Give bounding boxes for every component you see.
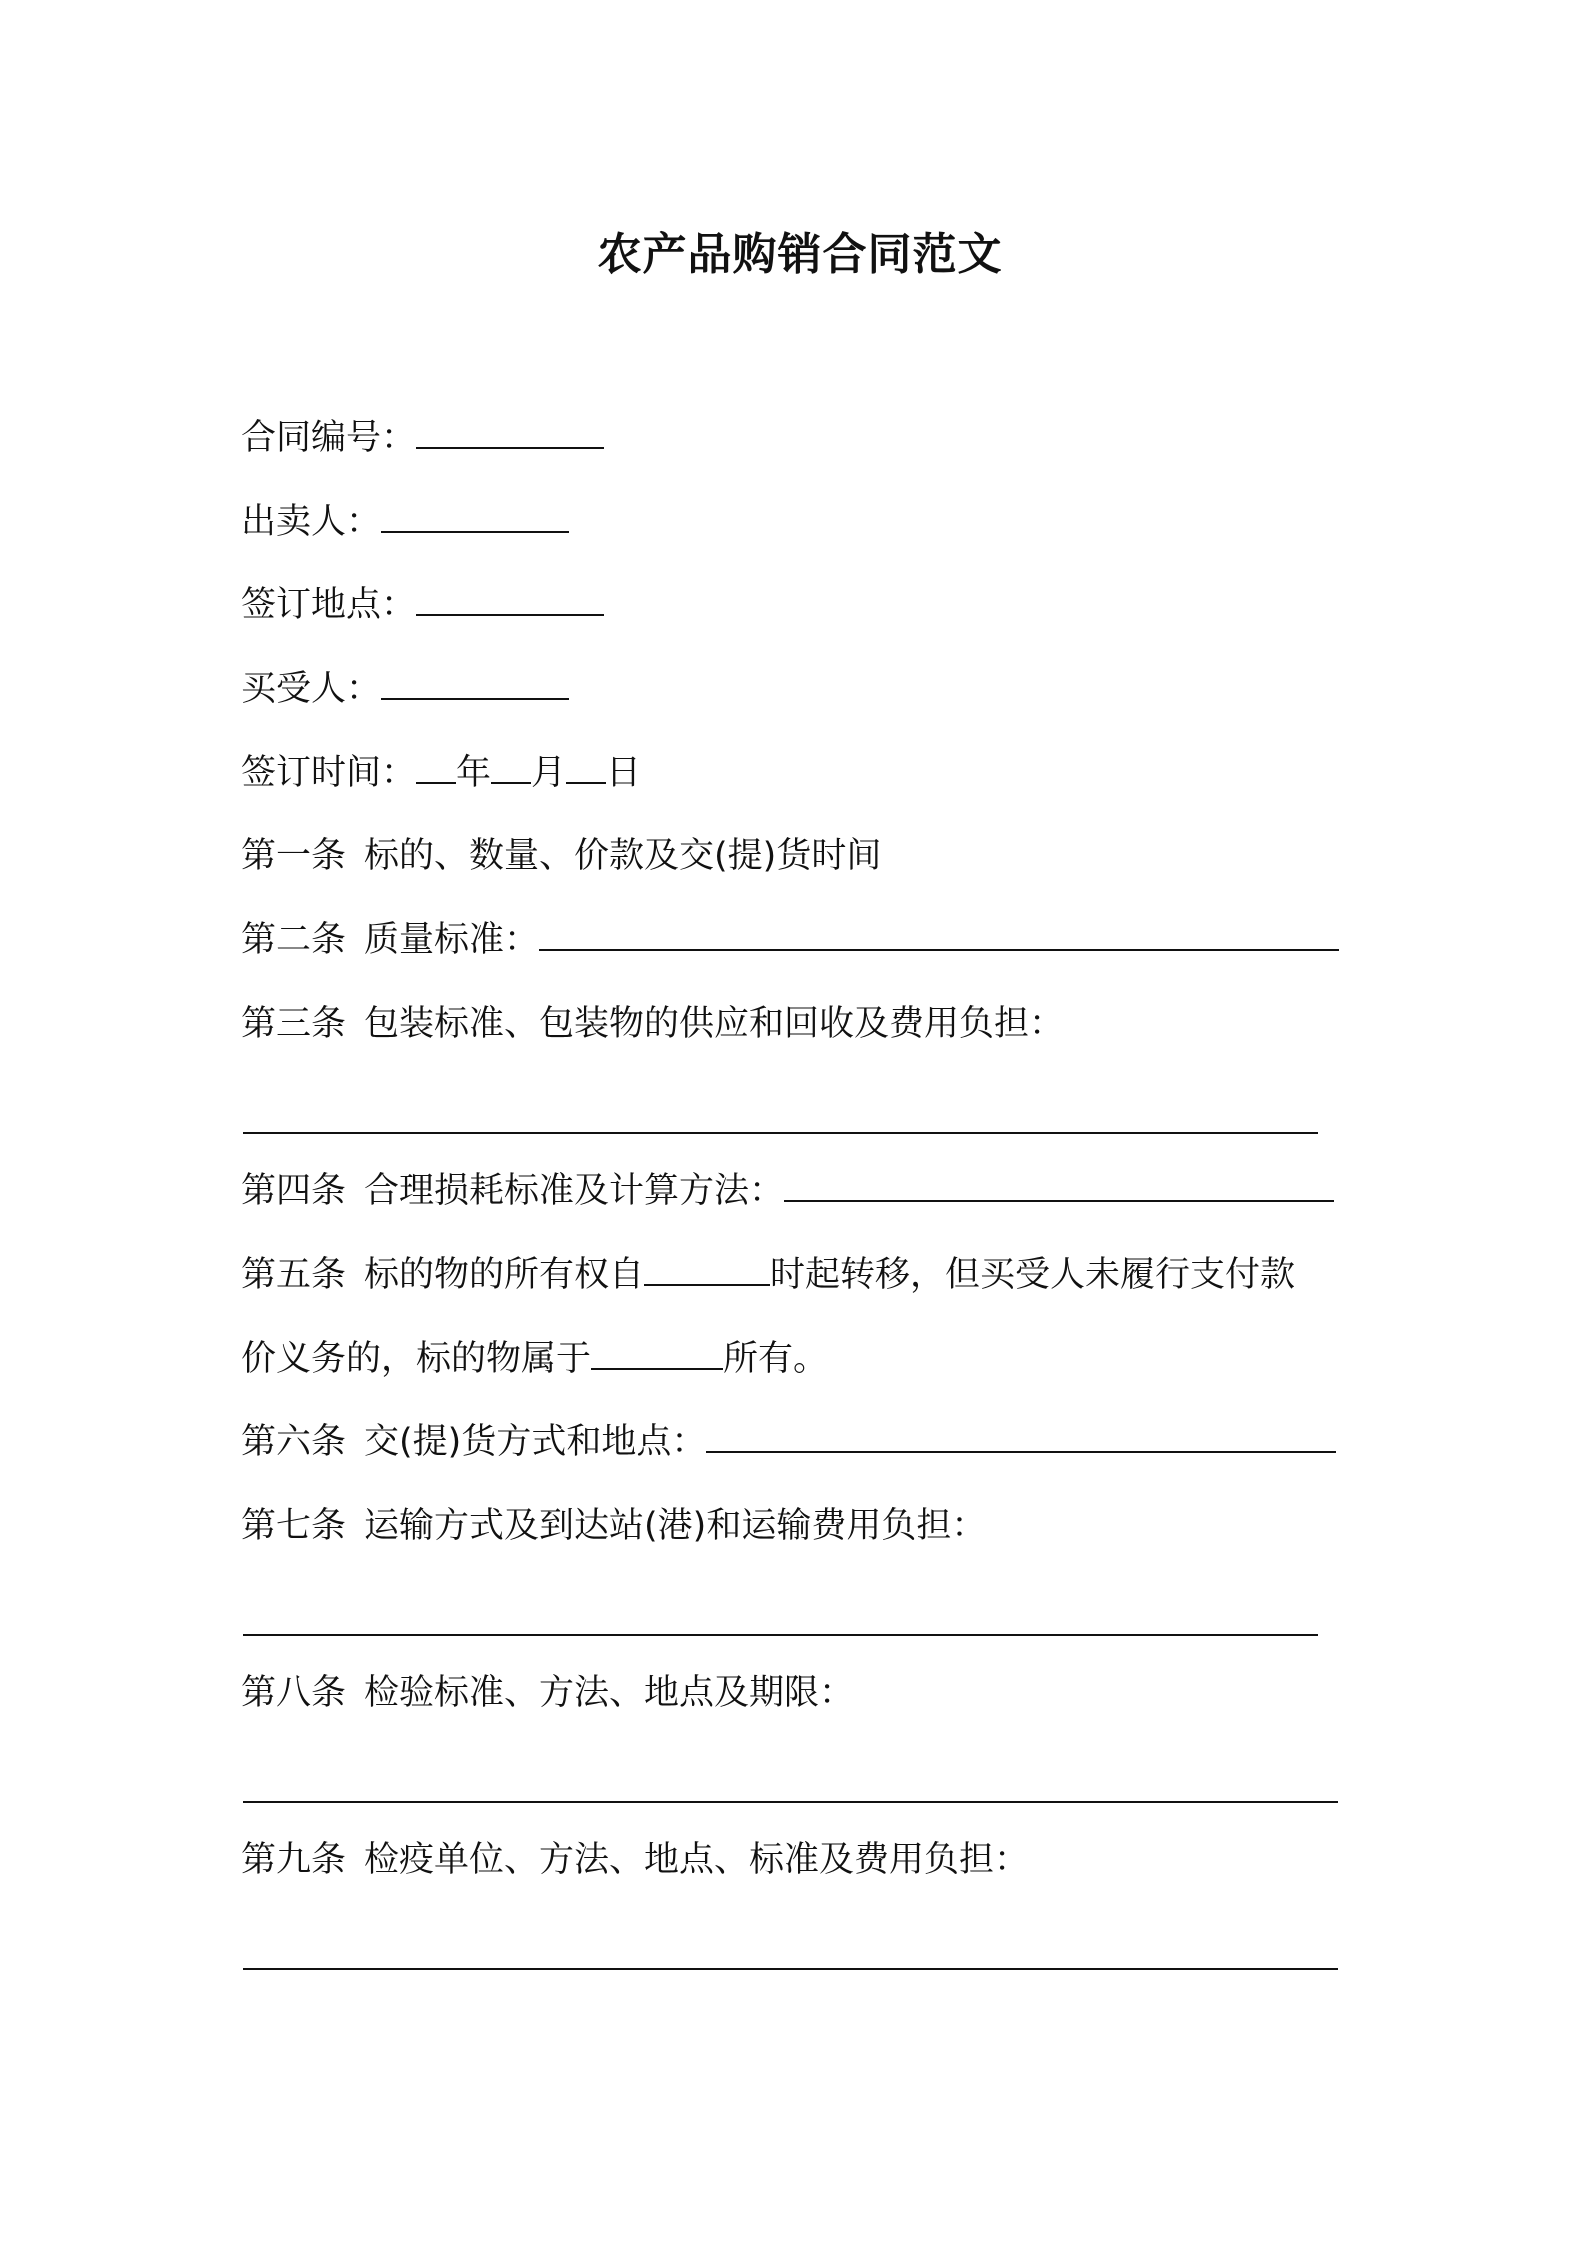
loss-standard-blank — [784, 1170, 1334, 1202]
article-3-blank-line — [243, 1132, 1318, 1134]
seller-blank — [381, 501, 569, 533]
buyer-blank — [381, 668, 569, 700]
article-2 — [241, 915, 1361, 965]
article-text: 质量标准： — [364, 920, 540, 960]
month-blank — [491, 752, 531, 784]
year-label: 年 — [456, 753, 492, 793]
article-text: 时起转移，但买受人未履行支付款 — [770, 1255, 1296, 1295]
article-7 — [241, 1501, 1361, 1551]
article-number: 第四条 — [241, 1171, 347, 1211]
field-seller — [241, 497, 1361, 547]
article-number: 第七条 — [241, 1506, 347, 1546]
article-number: 第一条 — [241, 836, 347, 876]
day-label: 日 — [606, 753, 642, 793]
article-text: 检验标准、方法、地点及期限： — [364, 1673, 855, 1713]
article-number: 第八条 — [241, 1673, 347, 1713]
field-label: 买受人： — [241, 669, 382, 709]
article-text: 包装标准、包装物的供应和回收及费用负担： — [364, 1004, 1065, 1044]
article-5-line-1 — [241, 1250, 1361, 1300]
field-signing-place — [241, 580, 1361, 630]
article-number: 第六条 — [241, 1422, 347, 1462]
document-title: 农产品购销合同范文 — [597, 229, 1003, 280]
delivery-method-blank — [706, 1421, 1336, 1453]
field-contract-number — [241, 413, 1361, 463]
article-4 — [241, 1166, 1361, 1216]
article-8-blank-line — [243, 1801, 1338, 1803]
field-buyer — [241, 664, 1361, 714]
article-8 — [241, 1668, 1361, 1718]
article-text: 价义务的，标的物属于 — [241, 1339, 592, 1379]
article-number: 第二条 — [241, 920, 347, 960]
article-number: 第五条 — [241, 1255, 347, 1295]
field-label: 签订地点： — [241, 585, 417, 625]
article-9-blank-line — [243, 1968, 1338, 1970]
article-text: 检疫单位、方法、地点、标准及费用负担： — [364, 1840, 1030, 1880]
article-6 — [241, 1417, 1361, 1467]
quality-standard-blank — [539, 919, 1339, 951]
article-text: 运输方式及到达站(港)和运输费用负担： — [364, 1506, 987, 1546]
year-blank — [416, 752, 456, 784]
ownership-transfer-blank — [644, 1254, 770, 1286]
contract-number-blank — [416, 417, 604, 449]
ownership-holder-blank — [591, 1338, 723, 1370]
field-label: 出卖人： — [241, 502, 382, 542]
signing-place-blank — [416, 584, 604, 616]
article-text: 标的物的所有权自 — [364, 1255, 645, 1295]
article-text: 所有。 — [723, 1339, 829, 1379]
article-number: 第九条 — [241, 1840, 347, 1880]
field-label: 合同编号： — [241, 418, 417, 458]
article-9 — [241, 1835, 1361, 1885]
article-7-blank-line — [243, 1634, 1318, 1636]
field-label: 签订时间： — [241, 753, 417, 793]
article-5-line-2 — [241, 1334, 1361, 1384]
article-3 — [241, 999, 1361, 1049]
article-text: 标的、数量、价款及交(提)货时间 — [364, 836, 882, 876]
field-signing-date — [241, 748, 1361, 798]
article-text: 合理损耗标准及计算方法： — [364, 1171, 785, 1211]
article-text: 交(提)货方式和地点： — [364, 1422, 707, 1462]
month-label: 月 — [531, 753, 567, 793]
day-blank — [566, 752, 606, 784]
article-1 — [241, 831, 1361, 881]
article-number: 第三条 — [241, 1004, 347, 1044]
